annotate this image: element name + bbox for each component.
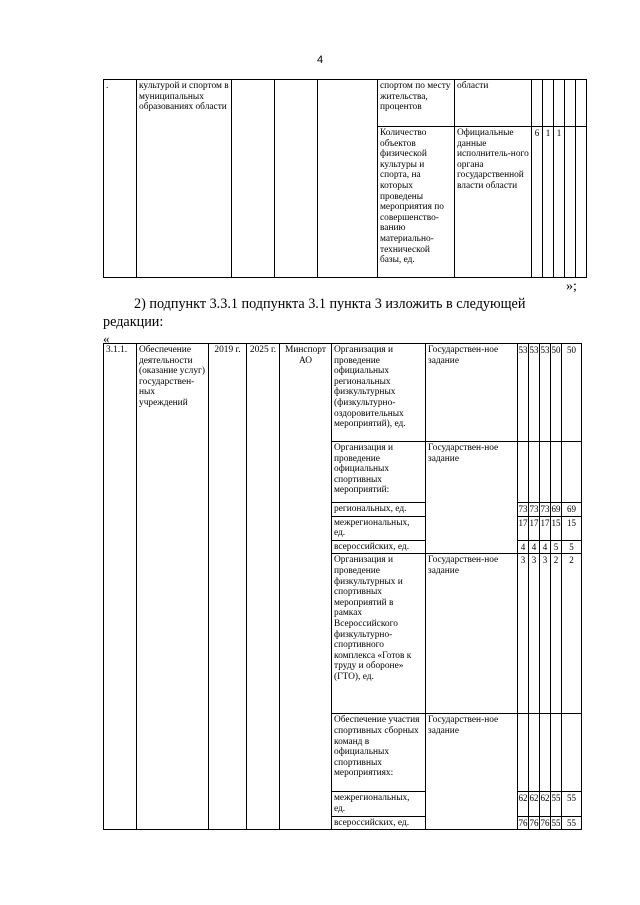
- end-year-cell: [275, 80, 318, 278]
- value-cell: 62: [540, 792, 551, 816]
- amendment-paragraph-line1: 2) подпункт 3.3.1 подпункта 3.1 пункта 3 изложить в следующей: [134, 296, 526, 312]
- value-cell: 4: [529, 540, 540, 554]
- value-cell: [565, 127, 576, 278]
- program-name-cell: культурой и спортом в муниципальных образованиях области: [137, 80, 232, 278]
- value-cell: 73: [529, 503, 540, 517]
- value-cell: 17: [518, 516, 529, 540]
- value-cell: 4: [540, 540, 551, 554]
- value-cell: [518, 714, 529, 792]
- value-cell: 2: [562, 554, 582, 714]
- value-cell: 4: [518, 540, 529, 554]
- program-table-continuation: [103, 79, 587, 278]
- value-cell: 55: [551, 792, 562, 816]
- value-cell: [551, 714, 562, 792]
- value-cell: 6: [532, 127, 543, 278]
- value-cell: 55: [562, 816, 582, 830]
- value-cell: 53: [518, 344, 529, 442]
- value-cell: [540, 714, 551, 792]
- indicator-cell: региональных, ед.: [332, 503, 426, 517]
- value-cell: 3: [518, 554, 529, 714]
- value-cell: 76: [529, 816, 540, 830]
- value-cell: [551, 442, 562, 503]
- source-cell: Официальные данные исполнитель-ного органа государственной власти области: [455, 127, 532, 278]
- value-cell: 69: [551, 503, 562, 517]
- indicator-cell: всероссийских, ед.: [332, 540, 426, 554]
- value-cell: [554, 80, 565, 127]
- source-cell: Государствен-ное задание: [426, 344, 518, 442]
- value-cell: 62: [529, 792, 540, 816]
- indicator-cell: межрегиональных, ед.: [332, 792, 426, 816]
- value-cell: 17: [540, 516, 551, 540]
- value-cell: 1: [543, 127, 554, 278]
- value-cell: [576, 80, 587, 127]
- value-cell: 5: [562, 540, 582, 554]
- value-cell: 55: [551, 816, 562, 830]
- indicator-cell: межрегиональных, ед.: [332, 516, 426, 540]
- value-cell: 53: [540, 344, 551, 442]
- value-cell: [529, 714, 540, 792]
- value-cell: [543, 80, 554, 127]
- executor-cell: Минспорт АО: [280, 344, 332, 830]
- indicator-cell: всероссийских, ед.: [332, 816, 426, 830]
- source-cell: Государствен-ное задание: [426, 554, 518, 714]
- item-number-cell: 3.1.1.: [104, 344, 137, 830]
- activity-name-cell: Обеспечение деятельности (оказание услуг) государствен-ных учреждений: [137, 344, 209, 830]
- indicator-cell: Количество объектов физической культуры и спорта, на которых проведены мероприятия по совершенство-ванию материально-технической базы, ед.: [378, 127, 455, 278]
- value-cell: 15: [551, 516, 562, 540]
- closing-quote: »;: [566, 279, 577, 294]
- source-cell: Государствен-ное задание: [426, 442, 518, 554]
- page-number: 4: [316, 54, 324, 66]
- value-cell: 76: [518, 816, 529, 830]
- value-cell: [562, 714, 582, 792]
- value-cell: 3: [529, 554, 540, 714]
- value-cell: 50: [551, 344, 562, 442]
- indicator-cell: Организация и проведение официальных региональных физкультурных (физкультурно-оздоровительных мероприятий), ед.: [332, 344, 426, 442]
- source-cell: области: [455, 80, 532, 127]
- value-cell: 69: [562, 503, 582, 517]
- executor-cell: [318, 80, 378, 278]
- start-year-cell: [232, 80, 275, 278]
- value-cell: 50: [562, 344, 582, 442]
- value-cell: [532, 80, 543, 127]
- value-cell: [529, 442, 540, 503]
- row-number-cell: .: [104, 80, 137, 278]
- indicator-cell: Обеспечение участия спортивных сборных команд в официальных спортивных мероприятиях:: [332, 714, 426, 792]
- value-cell: 53: [529, 344, 540, 442]
- value-cell: 15: [562, 516, 582, 540]
- value-cell: [562, 442, 582, 503]
- value-cell: 2: [551, 554, 562, 714]
- value-cell: 73: [540, 503, 551, 517]
- value-cell: 1: [554, 127, 565, 278]
- value-cell: 76: [540, 816, 551, 830]
- value-cell: 55: [562, 792, 582, 816]
- end-year-cell: 2025 г.: [247, 344, 280, 830]
- value-cell: [576, 127, 587, 278]
- indicator-cell: Организация и проведение физкультурных и спортивных мероприятий в рамках Всероссийского физкультурно-спортивного комплекса «Готов к труду и обороне» (ГТО), ед.: [332, 554, 426, 714]
- indicator-cell: спортом по месту жительства, процентов: [378, 80, 455, 127]
- value-cell: 62: [518, 792, 529, 816]
- value-cell: [540, 442, 551, 503]
- amendment-paragraph-line2: редакции:: [103, 314, 164, 330]
- value-cell: 73: [518, 503, 529, 517]
- start-year-cell: 2019 г.: [209, 344, 247, 830]
- value-cell: 17: [529, 516, 540, 540]
- value-cell: [565, 80, 576, 127]
- value-cell: 3: [540, 554, 551, 714]
- value-cell: [518, 442, 529, 503]
- indicator-cell: Организация и проведение официальных спортивных мероприятий:: [332, 442, 426, 503]
- program-table: [103, 343, 582, 830]
- opening-quote: «: [103, 331, 110, 346]
- value-cell: 5: [551, 540, 562, 554]
- source-cell: Государствен-ное задание: [426, 714, 518, 830]
